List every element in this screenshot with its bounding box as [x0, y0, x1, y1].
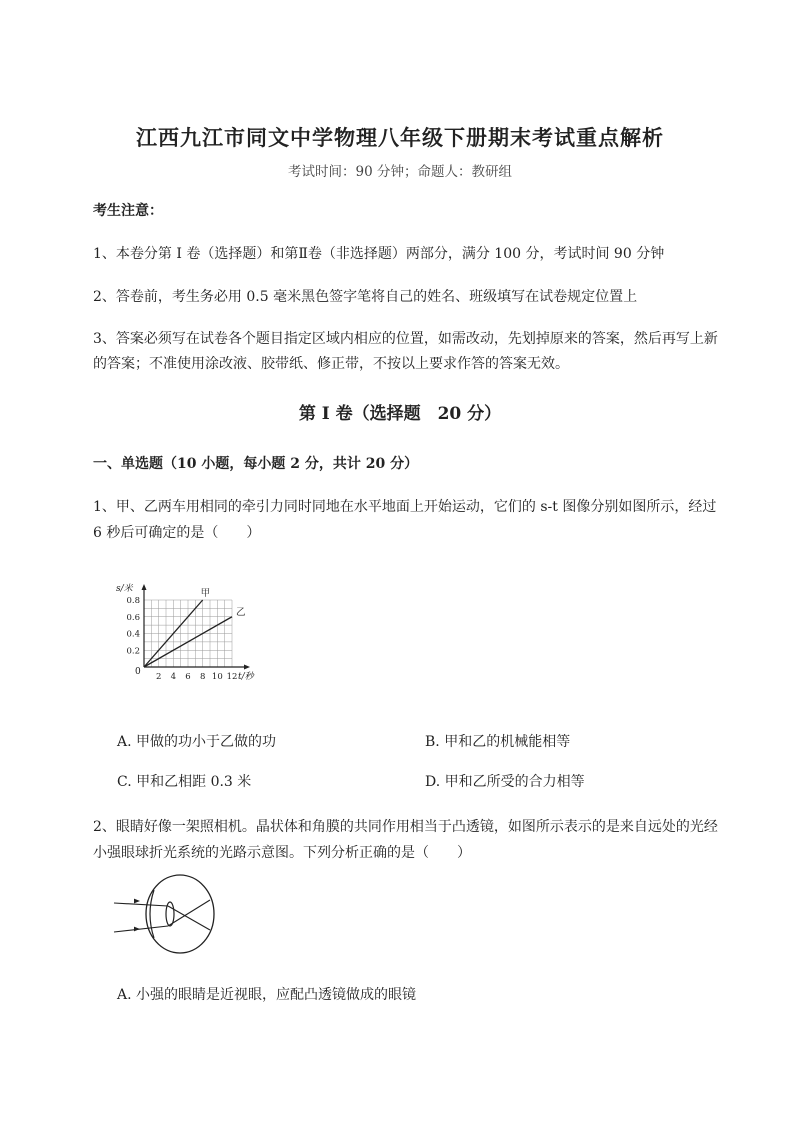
- y-axis-arrow: [142, 584, 147, 590]
- x-tick-labels: [156, 672, 237, 682]
- page-title: 江西九江市同文中学物理八年级下册期末考试重点解析: [136, 125, 664, 150]
- x-tick-label: 2: [155, 672, 162, 682]
- q2-option-a[interactable]: A. 小强的眼睛是近视眼，应配凸透镜做成的眼镜: [117, 987, 417, 1003]
- q1-option-c[interactable]: C. 甲和乙相距 0.3 米: [117, 774, 252, 790]
- x-tick-label: 8: [199, 672, 206, 682]
- question-2-line-2: 小强眼球折光系统的光路示意图。下列分析正确的是（ ）: [93, 845, 471, 861]
- section-title: 第 I 卷（选择题 20 分）: [298, 404, 502, 424]
- q1-option-b[interactable]: B. 甲和乙的机械能相等: [425, 734, 571, 750]
- question-2-line-1: 2、眼睛好像一架照相机。晶状体和角膜的共同作用相当于凸透镜，如图所示表示的是来自远处的光经: [93, 819, 718, 835]
- chart-grid: [144, 600, 232, 667]
- eye-diagram: [112, 870, 222, 958]
- exam-info: 考试时间：90 分钟；命题人：教研组: [288, 164, 512, 180]
- notice-item-3-cont: 的答案；不准使用涂改液、胶带纸、修正带，不按以上要求作答的答案无效。: [93, 356, 569, 372]
- x-axis-label: t/秒: [238, 672, 254, 682]
- eyeball-outline: [146, 875, 214, 953]
- origin-label: 0: [135, 667, 141, 677]
- y-tick-label: 0.2: [126, 646, 140, 657]
- x-tick-label: 4: [170, 672, 177, 682]
- x-tick-label: 6: [185, 672, 191, 682]
- notice-heading: 考生注意：: [93, 203, 163, 219]
- ray-arrow-bottom: [134, 927, 140, 932]
- y-tick-label: 0.8: [126, 596, 140, 606]
- notice-item-2: 2、答卷前，考生务必用 0.5 毫米黑色签字笔将自己的姓名、班级填写在试卷规定位置上: [93, 289, 638, 305]
- y-tick-label: 0.4: [126, 629, 140, 640]
- x-axis-arrow: [244, 665, 250, 670]
- notice-item-1: 1、本卷分第 I 卷（选择题）和第Ⅱ卷（非选择题）两部分，满分 100 分，考试时间 90 分钟: [93, 246, 665, 262]
- ray-arrow-top: [134, 899, 140, 904]
- question-1-line-1: 1、甲、乙两车用相同的牵引力同时同地在水平地面上开始运动，它们的 s-t 图像分别如图所示，经过: [93, 499, 717, 515]
- notice-item-3: 3、答案必须写在试卷各个题目指定区域内相应的位置，如需改动，先划掉原来的答案，然后再写上新: [93, 331, 718, 347]
- series-label-2: 乙: [236, 606, 246, 618]
- question-1-line-2: 6 秒后可确定的是（ ）: [93, 525, 261, 541]
- x-tick-label: 12: [226, 672, 238, 682]
- series-label-1: 甲: [200, 588, 211, 599]
- y-tick-labels: [126, 596, 140, 656]
- q1-option-a[interactable]: A. 甲做的功小于乙做的功: [117, 734, 277, 750]
- part-heading: 一、单选题（10 小题，每小题 2 分，共计 20 分）: [93, 456, 419, 472]
- x-tick-label: 10: [211, 672, 223, 682]
- light-ray-top: [114, 903, 168, 906]
- y-axis-label: s/米: [116, 584, 133, 594]
- y-tick-label: 0.6: [126, 612, 140, 623]
- st-graph: [100, 570, 280, 695]
- light-ray-bottom: [114, 926, 168, 932]
- q1-option-d[interactable]: D. 甲和乙所受的合力相等: [425, 774, 585, 790]
- cornea-bulge: [150, 890, 154, 938]
